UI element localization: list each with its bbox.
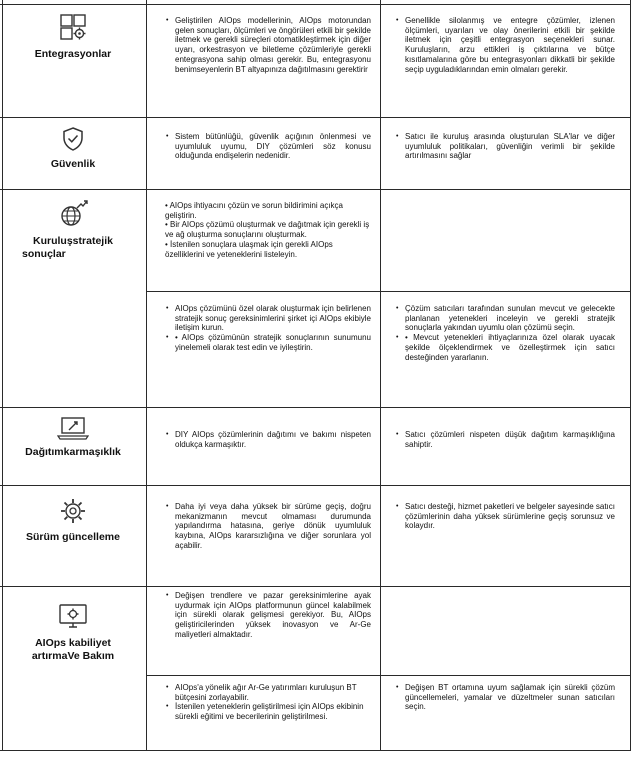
row-divider [0, 586, 631, 587]
row-divider [146, 675, 631, 676]
row-header-entegrasyonlar [2, 12, 144, 61]
row-label: Güvenlik [50, 158, 96, 170]
row-divider [0, 750, 631, 751]
vendor-cell-guvenlik [393, 132, 615, 161]
row-label: Sürüm güncelleme [26, 531, 120, 543]
shield-check-icon [62, 126, 84, 152]
list-item: • Geliştirilen AIOps modellerinin, AIOps motorundan gelen sonuçları, ölçümleri ve öngörüleri etkili bir şekilde iletmek ve gerekli süreçleri otomatikleştirmek için diğer uyarı, orkestrasyon ve biletleme çözümleriyle gerekli entegrasyona sahip olması gerekir. Bu, entegrasyonu benimseyenlerin BT altyapınıza dağıtılmasını gerektirir [175, 16, 371, 74]
list-item: • Sistem bütünlüğü, güvenlik açığının önlenmesi ve uyumluluk uyumu, DIY çözümleri söz konusu olduğunda endişelerin nedenidir. [175, 132, 371, 161]
globe-growth-icon [57, 199, 89, 229]
list-item: • Satıcı desteği, hizmet paketleri ve belgeler sayesinde satıcı çözümlerinin daha yüksek sürümlerine geçiş sorunsuz ve kolaydır. [405, 502, 615, 531]
list-item: • Değişen BT ortamına uyum sağlamak için sürekli çözüm güncellemeleri, yamalar ve düzeltmeler sunan satıcıları seçin. [405, 683, 615, 712]
row-header-kabiliyet [2, 603, 144, 663]
row-label: Kuruluşstratejik [33, 235, 113, 247]
puzzle-gear-icon [58, 12, 88, 42]
vendor-cell-surum [393, 502, 615, 531]
row-label: Entegrasyonlar [34, 48, 112, 60]
row-divider [0, 189, 631, 190]
row-label: artırmaVe Bakım [31, 650, 115, 662]
diy-cell-stratejik-ust [165, 201, 373, 259]
gear-icon [59, 497, 87, 525]
list-item: • • AIOps çözümünün stratejik sonuçlarının sunumunu yinelemeli olarak test edin ve iyileştirin. [175, 333, 371, 352]
table-divider-1 [146, 0, 147, 751]
row-header-stratejik-sonuclar [2, 199, 144, 261]
vendor-cell-stratejik [393, 304, 615, 362]
table-divider-2 [380, 0, 381, 751]
diy-cell-stratejik-alt [163, 304, 371, 353]
diy-cell-dagitim [163, 430, 371, 449]
list-item: • İstenilen sonuçlara ulaşmak için gerekli AIOps özelliklerini ve yeteneklerini listeleyin. [165, 239, 333, 259]
list-item: • AIOps çözümünü özel olarak oluşturmak için belirlenen stratejik sonuç gereksinimlerini şirket içi AIOps ekibiyle iletişim kurun. [175, 304, 371, 333]
vendor-cell-entegrasyonlar [393, 16, 615, 74]
table-border-right [630, 0, 631, 751]
list-item: • AIOps ihtiyacını çözün ve sorun bildirimini açıkça geliştirin. [165, 201, 343, 220]
list-item: • Satıcı çözümleri nispeten düşük dağıtım karmaşıklığına sahiptir. [405, 430, 615, 449]
list-item: • Daha iyi veya daha yüksek bir sürüme geçiş, doğru mekanizmanın mevcut olmaması durumunda yapılandırma hatasına, geriye dönük uyumluluk kaybına, AIOps kararsızlığına ve diğer sorunlara yol açabilir. [175, 502, 371, 551]
row-divider [0, 407, 631, 408]
screen-gear-icon [58, 603, 88, 631]
diy-cell-guvenlik [163, 132, 371, 161]
row-divider [0, 117, 631, 118]
row-divider [0, 4, 631, 5]
row-label: Dağıtımkarmaşıklık [25, 446, 121, 458]
diy-cell-kabiliyet-ust [163, 591, 371, 640]
list-item: • Değişen trendlere ve pazar gereksinimlerine ayak uydurmak için AIOps platformunun güncel kalabilmek için sürekli olarak gelişmesi gerekiyor. Bu, AIOps geliştiricilerinden yüksek inovasyon ve Ar-Ge maliyetleri almaktadır. [175, 591, 371, 640]
row-divider [0, 485, 631, 486]
list-item: • • Mevcut yetenekleri ihtiyaçlarınıza özel olarak uyacak şekilde ölçeklendirmek ve özelleştirmek için satıcı desteğinden yararlanın. [405, 333, 615, 362]
vendor-cell-dagitim [393, 430, 615, 449]
laptop-rocket-icon [57, 416, 89, 440]
diy-cell-surum [163, 502, 371, 551]
list-item: • DIY AIOps çözümlerinin dağıtımı ve bakımı nispeten oldukça karmaşıktır. [175, 430, 371, 449]
row-divider [146, 291, 631, 292]
list-item: • Satıcı ile kuruluş arasında oluşturulan SLA'lar ve diğer uyumluluk politikaları, güvenliğin verimli bir şekilde artırılmasını sağlar [405, 132, 615, 161]
list-item: • Çözüm satıcıları tarafından sunulan mevcut ve gelecekte planlanan yetenekleri inceleyin ve gerekli stratejik sonuçlarla yakından uyumlu olan çözümü seçin. [405, 304, 615, 333]
list-item: • İstenilen yeteneklerin geliştirilmesi için AIOps ekibinin sürekli eğitimi ve becerilerinin geliştirilmesi. [175, 702, 371, 721]
diy-cell-entegrasyonlar [163, 16, 371, 74]
row-header-dagitim [2, 416, 144, 459]
row-label: sonuçlar [22, 248, 66, 260]
row-header-surum [2, 497, 144, 544]
row-header-guvenlik [2, 126, 144, 171]
list-item: • AIOps'a yönelik ağır Ar-Ge yatırımları kuruluşun BT bütçesini zorlayabilir. [175, 683, 371, 702]
diy-cell-kabiliyet-alt [163, 683, 371, 722]
row-label: AIOps kabiliyet [35, 637, 111, 649]
list-item: • Genellikle silolanmış ve entegre çözümler, izlenen ölçümleri, uyarıları ve olay önerilerini etkili bir şekilde iletmek için çeşitli entegrasyon seçenekleri sunar. Kuruluşların, arzu ettikleri iş çıktılarına ve bütçe kısıtlamalarına göre bu entegrasyonları dikkatli bir şekilde seçip uyguladıklarından emin olmaları gerekir. [405, 16, 615, 74]
vendor-cell-kabiliyet [393, 683, 615, 712]
list-item: • Bir AIOps çözümü oluşturmak ve dağıtmak için gerekli iş ve ağ oluşturma sonuçlarını oluşturmak. [165, 220, 370, 240]
